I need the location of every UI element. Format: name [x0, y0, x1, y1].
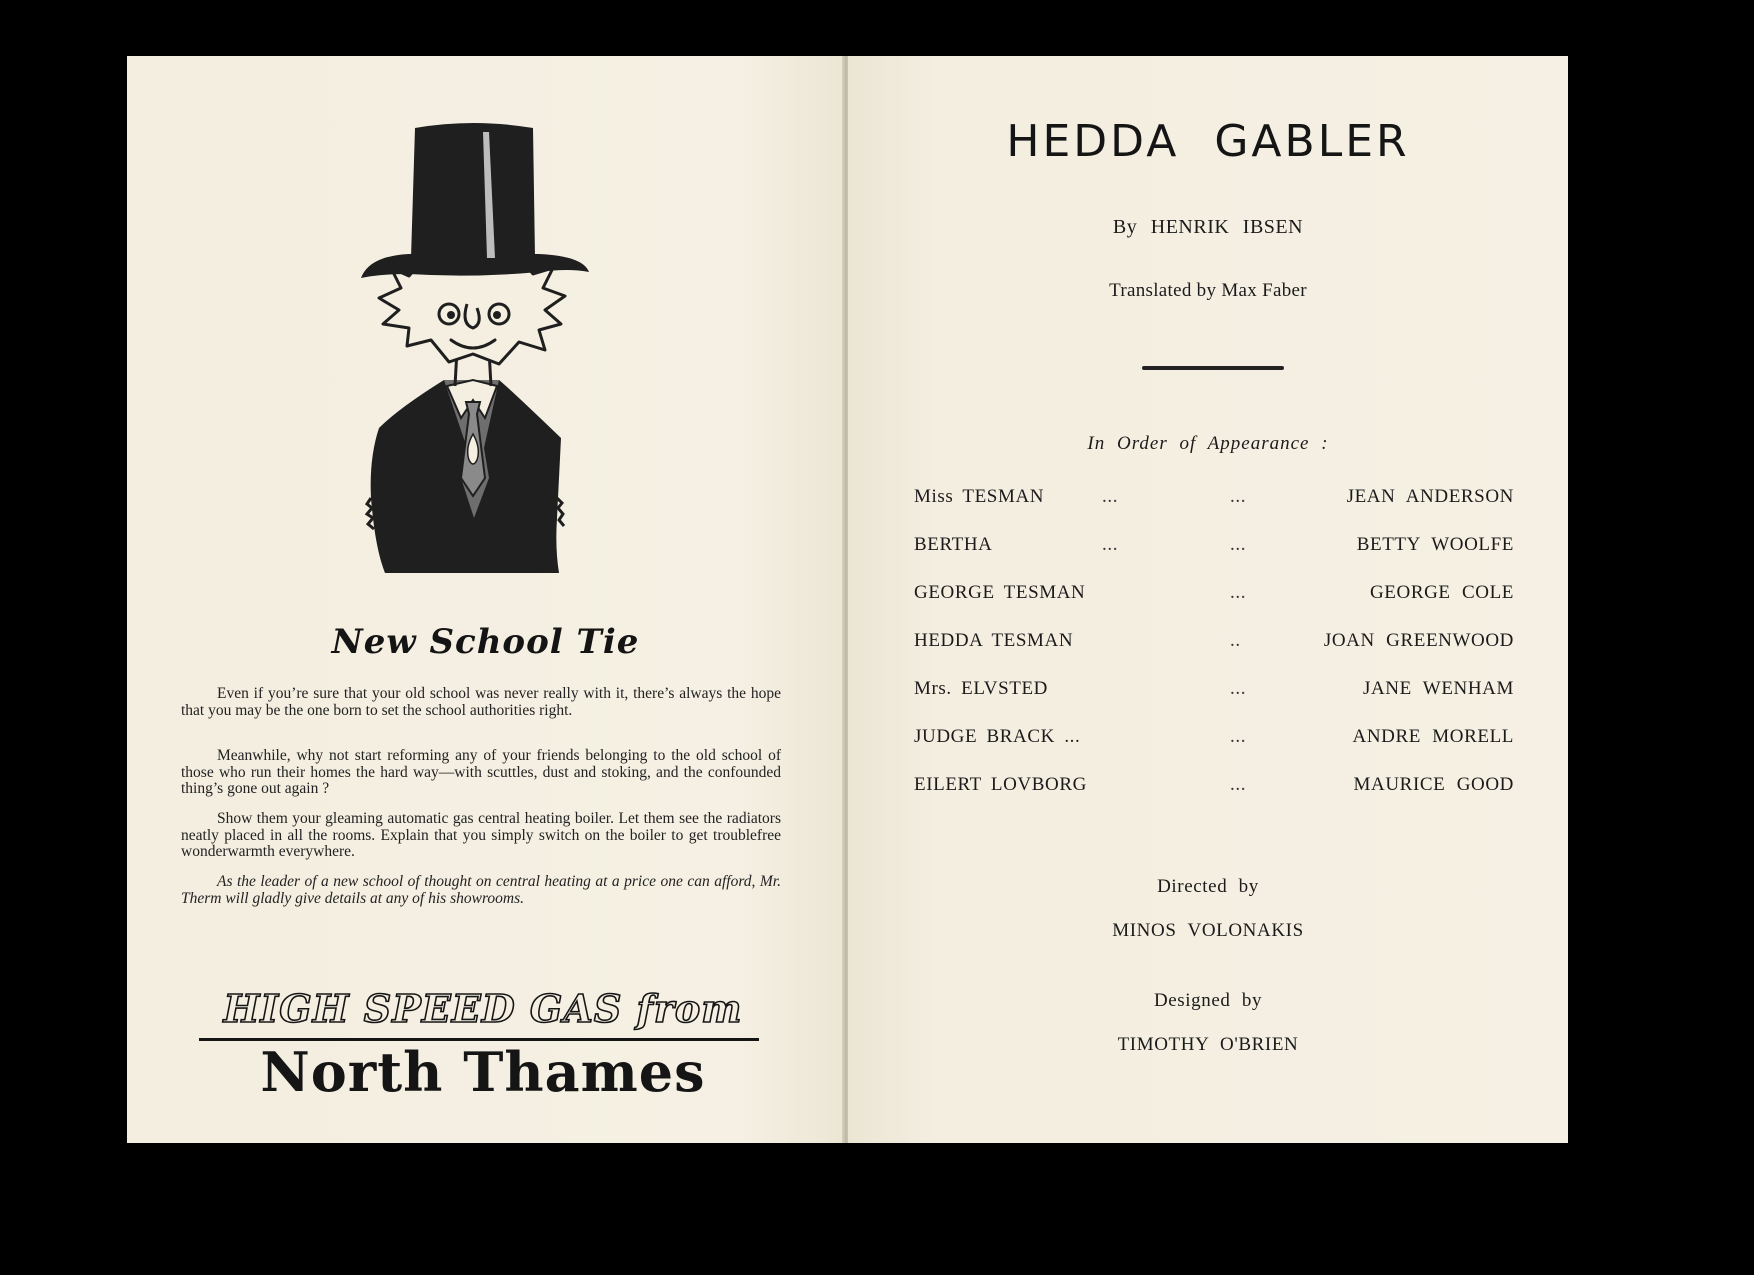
cast-leader-dots: ...: [1230, 534, 1247, 555]
cast-role: Mrs. ELVSTED: [914, 678, 1049, 699]
cast-leader-dots: ...: [1230, 726, 1247, 747]
directed-by-label: Directed by: [1157, 876, 1259, 897]
translator-line: Translated by Max Faber: [1109, 280, 1307, 301]
cast-heading: In Order of Appearance :: [1087, 433, 1329, 454]
cast-role: HEDDA TESMAN: [914, 630, 1074, 651]
ad-paragraph-italic: As the leader of a new school of thought on central heating at a price one can afford, Mr. Therm will gladly give details at any of his showrooms.: [181, 873, 781, 907]
cast-leader-dots: ...: [1230, 582, 1247, 603]
designer-name: TIMOTHY O'BRIEN: [1117, 1034, 1299, 1055]
ad-paragraph: Even if you’re sure that your old school was never really with it, there’s always the hope that you may be the one born to set the school authorities right.: [181, 685, 781, 719]
author-line: By HENRIK IBSEN: [1112, 216, 1304, 238]
cast-leader-dots: ...: [1102, 486, 1119, 507]
cast-row: [914, 764, 1514, 812]
cast-row: [914, 572, 1514, 620]
cast-role: EILERT LOVBORG: [914, 774, 1087, 795]
cast-role: Miss TESMAN: [914, 486, 1045, 507]
cast-list: [914, 476, 1514, 812]
right-page: [848, 56, 1568, 1143]
ad-paragraph: Meanwhile, why not start reforming any of your friends belonging to the old school of those who run their homes the hard way—with scuttles, dust and stoking, and the confounded thing’s gone out again ?: [181, 747, 781, 797]
cast-row: [914, 620, 1514, 668]
cast-row: [914, 716, 1514, 764]
cast-role: JUDGE BRACK ...: [914, 726, 1081, 747]
ad-headline: New School Tie: [331, 622, 640, 662]
cast-actor: ANDRE MORELL: [1352, 726, 1514, 747]
cast-leader-dots: ...: [1102, 534, 1119, 555]
cast-actor: BETTY WOOLFE: [1356, 534, 1514, 555]
cast-row: [914, 668, 1514, 716]
cast-role: GEORGE TESMAN: [914, 582, 1086, 603]
cast-row: [914, 476, 1514, 524]
cast-leader-dots: ...: [1230, 774, 1247, 795]
ad-slogan-line-1: HIGH SPEED GAS from: [223, 986, 743, 1031]
cast-actor: MAURICE GOOD: [1353, 774, 1514, 795]
cast-actor: JEAN ANDERSON: [1346, 486, 1514, 507]
title-divider: [1142, 366, 1284, 370]
director-name: MINOS VOLONAKIS: [1112, 920, 1304, 941]
cast-leader-dots: ..: [1230, 630, 1241, 651]
ad-slogan-line-2: North Thames: [260, 1040, 706, 1104]
cast-actor: JOAN GREENWOOD: [1323, 630, 1514, 651]
cast-actor: JANE WENHAM: [1362, 678, 1514, 699]
cast-leader-dots: ...: [1230, 486, 1247, 507]
play-title: HEDDA GABLER: [1006, 116, 1410, 167]
cast-actor: GEORGE COLE: [1369, 582, 1514, 603]
cast-row: [914, 524, 1514, 572]
designed-by-label: Designed by: [1153, 990, 1263, 1011]
cast-leader-dots: ...: [1230, 678, 1247, 699]
left-page: [127, 56, 844, 1143]
ad-paragraph: Show them your gleaming automatic gas central heating boiler. Let them see the radiators neatly placed in all the rooms. Explain that you simply switch on the boiler to get troublefree wonderwarmth everywhere.: [181, 810, 781, 860]
mr-therm-mascot-illustration: [349, 118, 609, 588]
cast-role: BERTHA: [914, 534, 993, 555]
